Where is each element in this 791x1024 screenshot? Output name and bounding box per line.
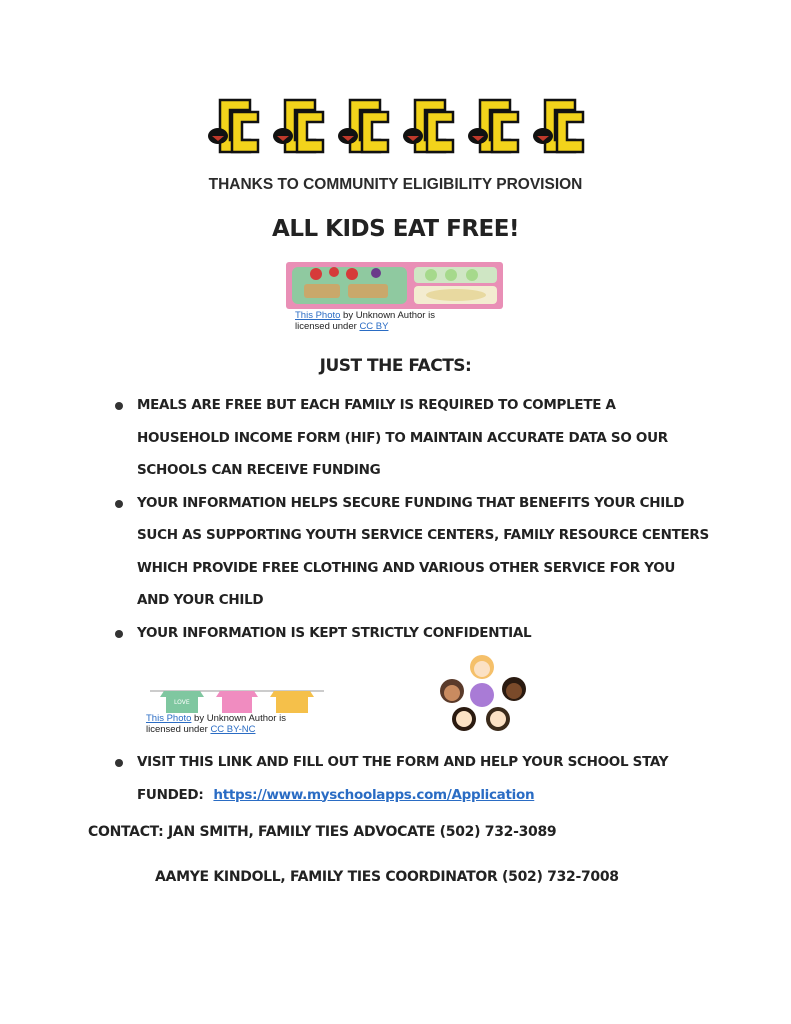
photo-credit-text: by Unknown Author is — [340, 310, 435, 321]
list-item — [110, 746, 710, 811]
facts-list — [110, 389, 710, 649]
photo-credit-text-2: licensed under — [295, 321, 360, 332]
kids-circle-illustration — [434, 653, 530, 737]
cc-panther-logo-icon — [336, 94, 392, 158]
contact-line-1: CONTACT: JAN SMITH, FAMILY TIES ADVOCATE (502) 732-3089 — [88, 824, 557, 840]
bullet-icon — [115, 500, 123, 508]
fact-text: YOUR INFORMATION IS KEPT STRICTLY CONFIDENTIAL — [137, 624, 532, 641]
bullet-icon — [115, 759, 123, 767]
bullet-icon — [115, 630, 123, 638]
bullet-icon — [115, 402, 123, 410]
logo-row — [206, 94, 586, 160]
lunch-tray-photo — [286, 262, 503, 309]
visit-text: VISIT THIS LINK AND FILL OUT THE FORM AND HELP YOUR SCHOOL STAY — [137, 754, 669, 770]
photo-credit — [295, 310, 435, 332]
fact-text: MEALS ARE FREE BUT EACH FAMILY IS REQUIRED TO COMPLETE A HOUSEHOLD INCOME FORM (HIF) TO MAINTAIN ACCURATE DATA SO OUR SCHOOLS CAN RECEIVE FUNDING — [137, 397, 668, 478]
page-title: ALL KIDS EAT FREE! — [272, 216, 519, 242]
list-item — [110, 487, 710, 617]
cc-panther-logo-icon — [466, 94, 522, 158]
visit-section — [110, 746, 710, 811]
photo-credit-link[interactable]: This Photo — [295, 310, 341, 321]
photo-credit-text-3: by Unknown Author is — [191, 713, 286, 724]
photo-credit-2 — [146, 713, 286, 735]
application-link[interactable]: https://www.myschoolapps.com/Application — [213, 786, 535, 803]
subtitle: THANKS TO COMMUNITY ELIGIBILITY PROVISION — [208, 176, 583, 193]
contact-line-2: AAMYE KINDOLL, FAMILY TIES COORDINATOR (502) 732-7008 — [155, 869, 619, 885]
license-link[interactable]: CC BY — [359, 321, 389, 332]
list-item — [110, 389, 710, 487]
facts-heading: JUST THE FACTS: — [319, 356, 472, 376]
photo-credit-link-2[interactable]: This Photo — [146, 713, 192, 724]
list-item — [110, 617, 710, 650]
license-link-2[interactable]: CC BY-NC — [210, 724, 256, 735]
fact-text: YOUR INFORMATION HELPS SECURE FUNDING THAT BENEFITS YOUR CHILD SUCH AS SUPPORTING YOUTH SERVICE CENTERS, FAMILY RESOURCE CENTERS WHICH PROVIDE FREE CLOTHING AND VARIOUS OTHER SERVICE FOR YOU AND YOUR CHILD — [137, 494, 709, 608]
clothesline-photo — [150, 688, 324, 714]
cc-panther-logo-icon — [271, 94, 327, 158]
photo-credit-text-4: licensed under — [146, 724, 211, 735]
shirt-label: LOVE — [174, 699, 190, 706]
cc-panther-logo-icon — [401, 94, 457, 158]
cc-panther-logo-icon — [206, 94, 262, 158]
cc-panther-logo-icon — [531, 94, 587, 158]
visit-text-2: FUNDED: — [137, 786, 204, 803]
